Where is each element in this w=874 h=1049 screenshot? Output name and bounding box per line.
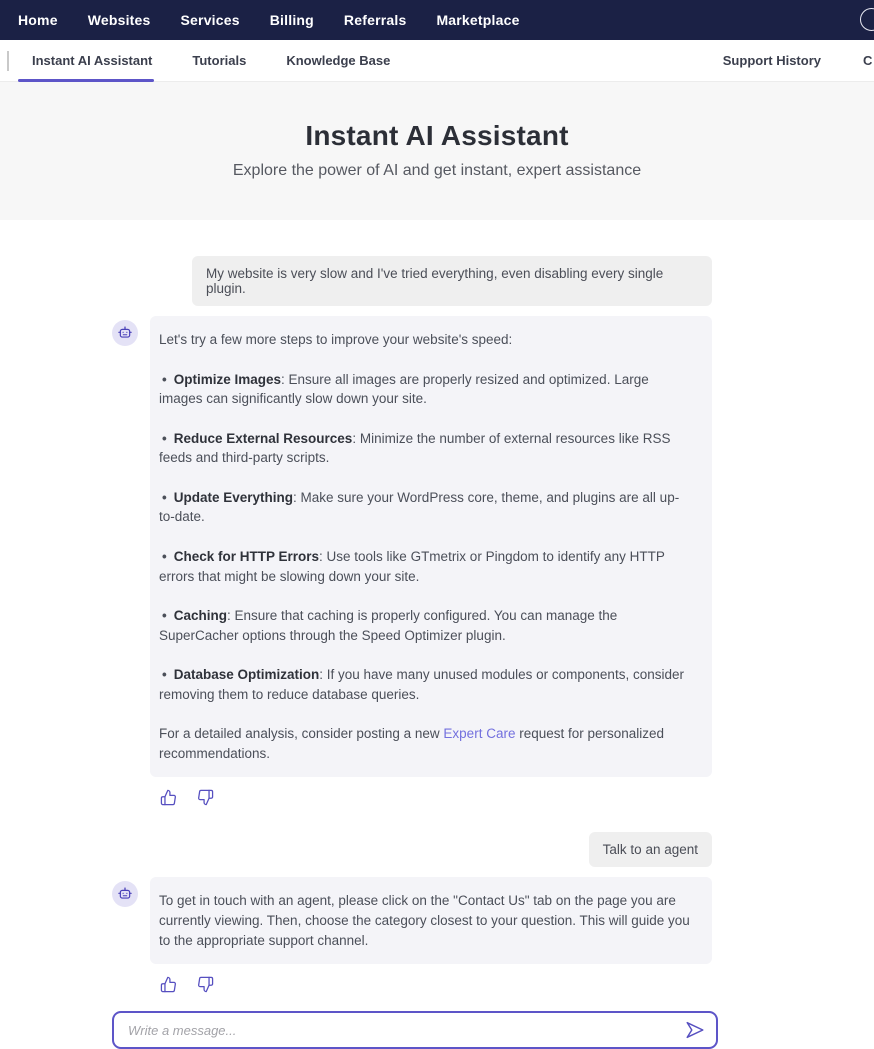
bullet-dot: • <box>162 608 167 624</box>
bullet-dot: • <box>162 667 167 683</box>
subnav-tabs <box>32 40 390 82</box>
nav-item-referrals[interactable]: Referrals <box>343 12 407 28</box>
user-message-row <box>112 256 712 306</box>
profile-icon[interactable] <box>860 8 874 31</box>
bullet-update-everything <box>159 488 694 527</box>
user-message-row <box>112 832 712 867</box>
bullet-term: Database Optimization <box>173 667 320 683</box>
bullet-dot: • <box>162 489 167 505</box>
user-message-bubble: Talk to an agent <box>589 832 712 867</box>
bullet-text: : Ensure all images are properly resized and optimized. Large images can significantly slow down your site. <box>159 371 649 407</box>
ai-message-bubble <box>150 877 712 964</box>
user-message-bubble: My website is very slow and I've tried everything, even disabling every single plugin. <box>192 256 712 306</box>
robot-avatar-icon <box>112 881 138 907</box>
bullet-check-http-errors <box>159 547 694 586</box>
page-subtitle: Explore the power of AI and get instant, expert assistance <box>232 162 642 179</box>
tab-tutorials[interactable]: Tutorials <box>192 53 247 68</box>
page-title: Instant AI Assistant <box>305 120 569 151</box>
bullet-term: Caching <box>173 608 227 624</box>
thumbs-up-icon[interactable] <box>160 976 177 993</box>
tab-knowledge-base[interactable]: Knowledge Base <box>286 53 391 68</box>
bullet-text: : If you have many unused modules or components, consider removing them to reduce database queries. <box>159 667 684 702</box>
bullet-text: : Make sure your WordPress core, theme, and plugins are all up-to-date. <box>159 489 680 525</box>
thumbs-down-icon[interactable] <box>197 789 214 806</box>
ai-intro-text: Let's try a few more steps to improve your website's speed: <box>159 332 513 347</box>
secondary-navigation <box>0 40 874 82</box>
bullet-term: Check for HTTP Errors <box>173 548 320 564</box>
hero-section <box>0 82 874 220</box>
message-input-row <box>112 1011 718 1049</box>
ai-closing-text <box>159 724 694 763</box>
feedback-row <box>160 789 712 806</box>
message-input[interactable] <box>112 1011 718 1049</box>
ai-message-row <box>112 316 712 806</box>
nav-item-billing[interactable]: Billing <box>269 12 314 28</box>
closing-after: request for personalized recommendations. <box>159 726 665 761</box>
thumbs-down-icon[interactable] <box>197 976 214 993</box>
thumbs-up-icon[interactable] <box>160 789 177 806</box>
bullet-reduce-external-resources <box>159 429 694 468</box>
top-navigation <box>0 0 874 40</box>
bullet-term: Update Everything <box>173 489 294 505</box>
bullet-database-optimization <box>159 665 694 704</box>
nav-item-services[interactable]: Services <box>180 12 240 28</box>
ai-message-text: To get in touch with an agent, please click on the "Contact Us" tab on the page you are currently viewing. Then, choose the category closest to your question. This will guide you to the appropriate support channel. <box>159 893 690 948</box>
nav-item-marketplace[interactable]: Marketplace <box>436 12 520 28</box>
bullet-term: Optimize Images <box>173 371 282 387</box>
contact-us-link-partial[interactable]: C <box>863 53 873 68</box>
subnav-left-divider <box>7 51 9 71</box>
ai-message-bubble <box>150 316 712 777</box>
nav-item-home[interactable]: Home <box>18 12 58 28</box>
chat-area <box>112 220 712 1049</box>
nav-item-websites[interactable]: Websites <box>87 12 151 28</box>
ai-message-row <box>112 877 712 993</box>
feedback-row <box>160 976 712 993</box>
ai-message-column <box>150 316 712 806</box>
tab-instant-ai-assistant[interactable]: Instant AI Assistant <box>32 40 152 82</box>
bullet-term: Reduce External Resources <box>173 430 353 446</box>
bullet-dot: • <box>162 430 167 446</box>
bullet-text: : Use tools like GTmetrix or Pingdom to identify any HTTP errors that might be slowing down your site. <box>159 548 665 584</box>
bullet-text: : Minimize the number of external resources like RSS feeds and third-party scripts. <box>159 430 671 466</box>
robot-avatar-icon <box>112 320 138 346</box>
ai-message-column <box>150 877 712 993</box>
send-message-icon[interactable] <box>684 1019 706 1041</box>
bullet-dot: • <box>162 548 167 564</box>
bullet-dot: • <box>162 371 167 387</box>
expert-care-link[interactable]: Expert Care <box>443 726 516 742</box>
bullet-caching <box>159 606 694 645</box>
subnav-right-links <box>723 53 874 68</box>
bullet-optimize-images <box>159 370 694 409</box>
closing-before: For a detailed analysis, consider posting a new <box>159 726 444 742</box>
bullet-text: : Ensure that caching is properly configured. You can manage the SuperCacher options through the Speed Optimizer plugin. <box>159 608 618 643</box>
support-history-link[interactable]: Support History <box>722 53 821 68</box>
